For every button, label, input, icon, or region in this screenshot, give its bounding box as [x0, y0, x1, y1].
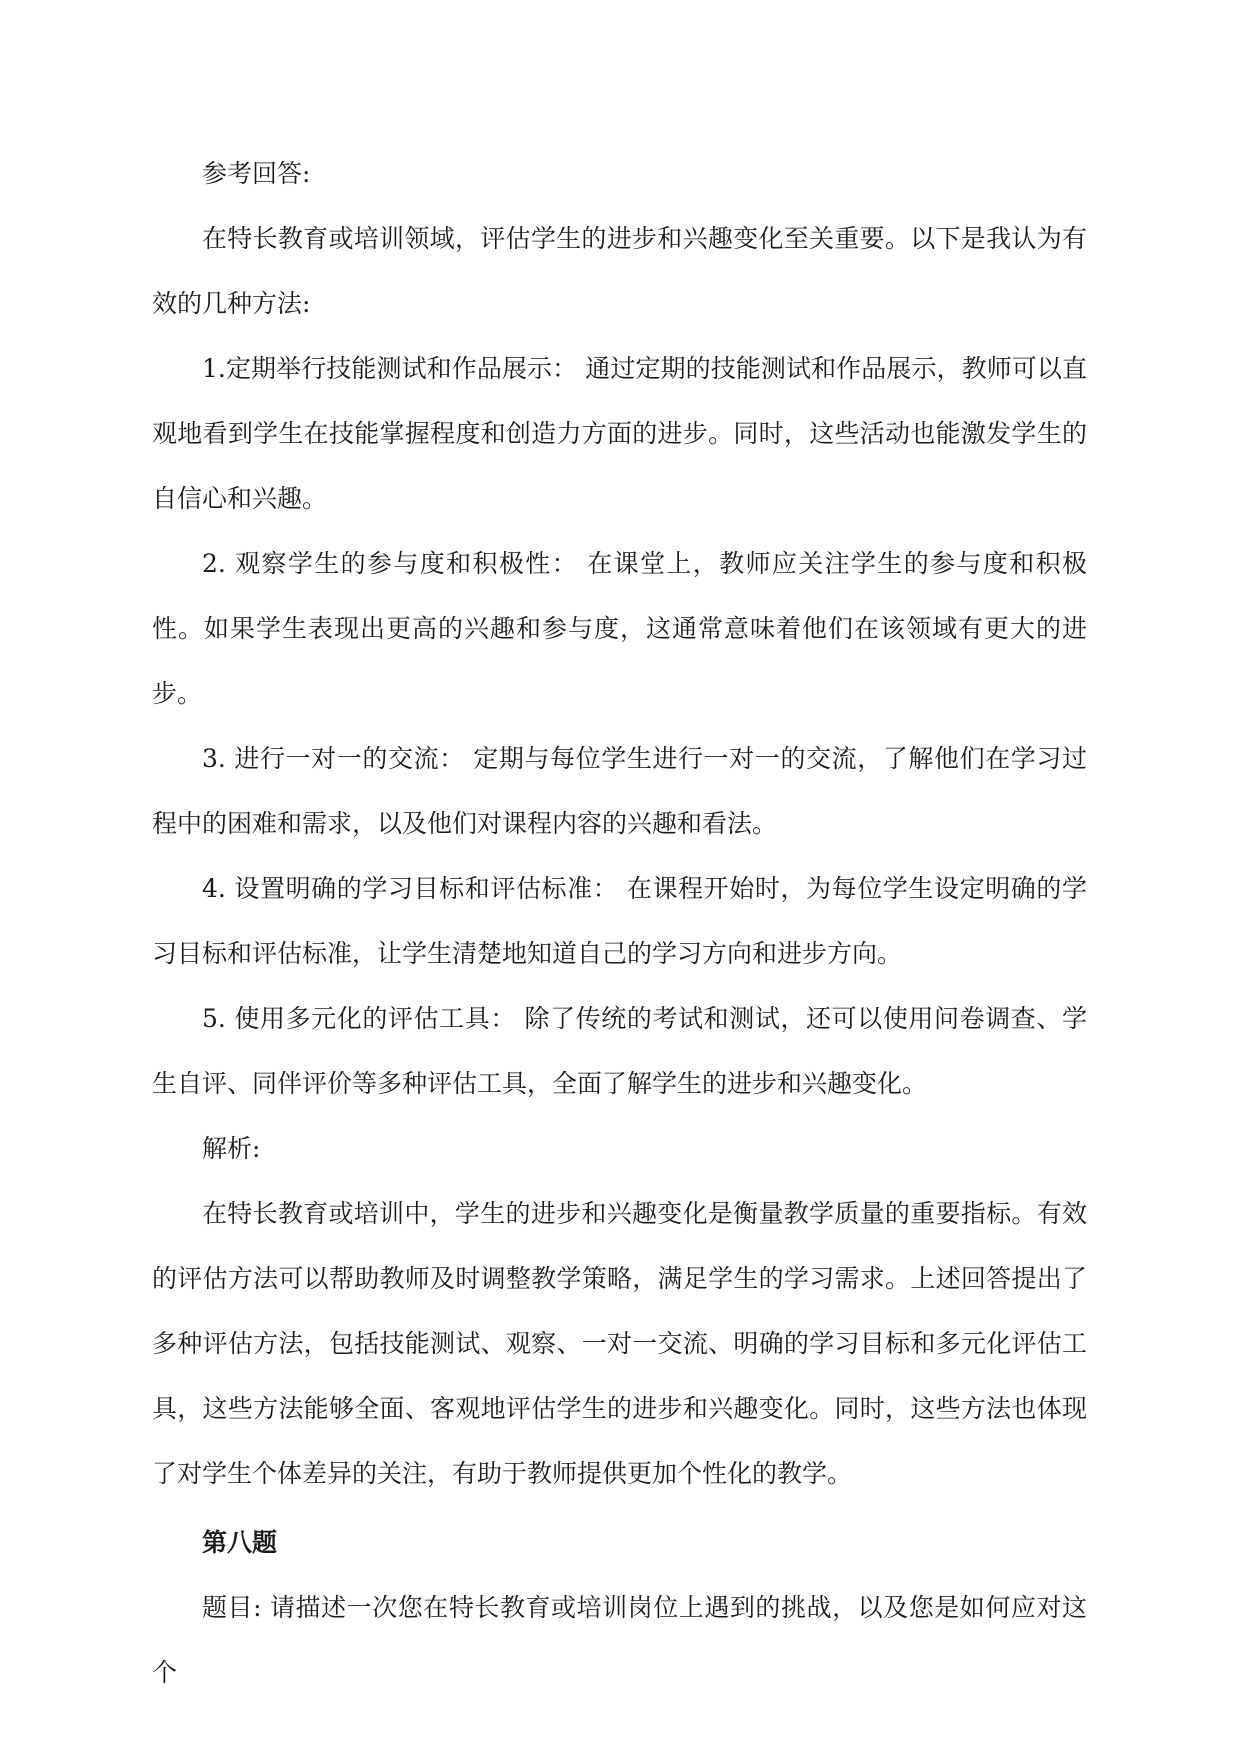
document-body [152, 141, 1087, 1705]
section-heading: 第八题 [202, 1528, 278, 1557]
method-item-4: 4. 设置明确的学习目标和评估标准： 在课程开始时，为每位学生设定明确的学习目标和评估标准，让学生清楚地知道自己的学习方向和进步方向。 [152, 874, 1087, 968]
method-item-5: 5. 使用多元化的评估工具： 除了传统的考试和测试，还可以使用问卷调查、学生自评、同伴评价等多种评估工具，全面了解学生的进步和兴趣变化。 [152, 1004, 1087, 1098]
question-paragraph: 题目: 请描述一次您在特长教育或培训岗位上遇到的挑战，以及您是如何应对这个 [152, 1593, 1087, 1687]
reference-answer-label: 参考回答: [202, 159, 311, 188]
method-item-1: 1.定期举行技能测试和作品展示： 通过定期的技能测试和作品展示，教师可以直观地看到学生在技能掌握程度和创造力方面的进步。同时，这些活动也能激发学生的自信心和兴趣。 [152, 354, 1087, 513]
analysis-paragraph: 在特长教育或培训中，学生的进步和兴趣变化是衡量教学质量的重要指标。有效的评估方法可以帮助教师及时调整教学策略，满足学生的学习需求。上述回答提出了多种评估方法，包括技能测试、观察、一对一交流、明确的学习目标和多元化评估工具，这些方法能够全面、客观地评估学生的进步和兴趣变化。同时，这些方法也体现了对学生个体差异的关注，有助于教师提供更加个性化的教学。 [152, 1199, 1087, 1488]
method-item-2: 2. 观察学生的参与度和积极性： 在课堂上，教师应关注学生的参与度和积极性。如果学生表现出更高的兴趣和参与度，这通常意味着他们在该领域有更大的进步。 [152, 549, 1087, 708]
method-item-3: 3. 进行一对一的交流： 定期与每位学生进行一对一的交流，了解他们在学习过程中的困难和需求，以及他们对课程内容的兴趣和看法。 [152, 744, 1087, 838]
analysis-label: 解析: [202, 1134, 261, 1163]
intro-paragraph: 在特长教育或培训领域，评估学生的进步和兴趣变化至关重要。以下是我认为有效的几种方法: [152, 224, 1087, 318]
